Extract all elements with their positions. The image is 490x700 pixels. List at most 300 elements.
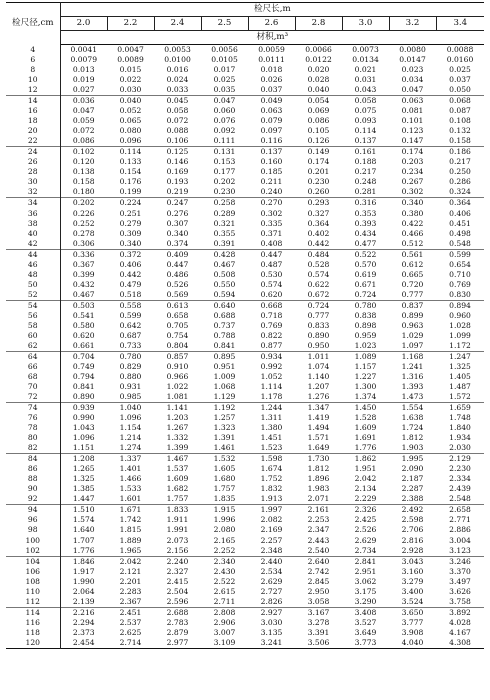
table-row [6, 147, 484, 158]
volume-cell: 1.337 [107, 454, 154, 465]
volume-cell: 0.0111 [258, 55, 285, 65]
table-row [6, 219, 484, 229]
volume-cell: 0.026 [260, 75, 283, 85]
diameter-cell: 78 [6, 423, 60, 433]
length-value: 2.5 [201, 17, 248, 31]
volume-cell: 3.123 [449, 545, 471, 555]
length-value: 3.4 [436, 17, 484, 31]
volume-cell: 2.727 [260, 586, 283, 596]
length-value: 3.0 [342, 17, 389, 31]
volume-cell: 0.371 [260, 228, 283, 238]
volume-cell: 0.841 [213, 340, 236, 350]
volume-cell: 0.059 [72, 116, 95, 126]
volume-cell: 0.307 [166, 218, 189, 228]
volume-cell: 2.615 [213, 586, 236, 596]
volume-cell: 2.340 [201, 556, 248, 567]
volume-cell: 0.668 [248, 300, 295, 311]
volume-cell: 1.965 [119, 545, 142, 555]
volume-cell: 0.393 [354, 218, 377, 228]
diameter-cell: 68 [6, 372, 60, 382]
volume-cell: 3.030 [260, 617, 283, 627]
table-row [6, 567, 484, 577]
table-row [6, 198, 484, 209]
volume-cell: 0.599 [436, 249, 484, 260]
volume-cell: 0.894 [436, 300, 484, 311]
length-value: 2.4 [154, 17, 201, 31]
volume-cell: 2.688 [154, 607, 201, 618]
volume-cell: 0.769 [449, 279, 471, 289]
volume-cell: 1.276 [307, 392, 330, 402]
diameter-cell: 36 [6, 209, 60, 219]
volume-cell: 1.659 [436, 403, 484, 414]
table-row [6, 556, 484, 567]
volume-cell: 0.0089 [117, 55, 144, 65]
volume-cell: 0.250 [449, 167, 471, 177]
volume-cell: 0.248 [354, 177, 377, 187]
volume-cell: 0.620 [72, 330, 95, 340]
volume-cell: 3.908 [401, 627, 424, 637]
volume-cell: 0.321 [213, 218, 236, 228]
volume-cell: 0.013 [72, 65, 95, 75]
table-row [6, 607, 484, 618]
volume-cell: 3.043 [389, 556, 436, 567]
volume-cell: 0.402 [307, 228, 330, 238]
volume-cell: 4.167 [449, 627, 471, 637]
volume-cell: 1.089 [342, 351, 389, 362]
volume-cell: 0.794 [72, 372, 95, 381]
volume-cell: 1.043 [72, 423, 95, 433]
volume-cell: 0.754 [166, 330, 189, 340]
volume-cell: 0.479 [119, 279, 142, 289]
diameter-cell: 108 [6, 577, 60, 587]
volume-cell: 3.497 [449, 576, 471, 586]
table-row [6, 65, 484, 75]
volume-cell: 0.895 [201, 351, 248, 362]
diameter-cell: 34 [6, 198, 60, 209]
volume-cell: 3.391 [307, 627, 330, 637]
volume-cell: 0.0056 [211, 45, 238, 54]
volume-cell: 0.126 [307, 136, 330, 146]
diameter-cell: 84 [6, 454, 60, 465]
volume-cell: 3.062 [354, 576, 377, 586]
volume-cell: 1.141 [154, 403, 201, 414]
volume-cell: 1.862 [342, 454, 389, 465]
table-row [6, 239, 484, 250]
volume-cell: 0.0088 [446, 45, 474, 54]
volume-cell: 0.234 [401, 167, 424, 177]
diameter-cell: 6 [6, 55, 60, 65]
length-value: 2.2 [107, 17, 154, 31]
volume-cell: 0.950 [307, 340, 330, 350]
volume-cell: 0.841 [72, 382, 95, 392]
table-row [6, 260, 484, 270]
log-volume-table [6, 2, 484, 649]
diameter-cell: 86 [6, 464, 60, 474]
volume-cell: 0.293 [295, 198, 342, 209]
volume-cell: 0.985 [119, 392, 142, 402]
volume-cell: 1.178 [260, 392, 283, 402]
volume-cell: 0.931 [119, 382, 142, 392]
volume-cell: 0.040 [307, 85, 330, 95]
volume-cell: 1.154 [119, 423, 142, 433]
volume-cell: 0.574 [307, 269, 330, 279]
volume-cell: 1.682 [166, 484, 189, 494]
volume-cell: 1.903 [401, 443, 424, 453]
volume-cell: 0.021 [354, 65, 377, 75]
volume-cell: 2.841 [342, 556, 389, 567]
diameter-cell: 82 [6, 443, 60, 454]
volume-cell: 1.776 [72, 545, 95, 555]
volume-cell: 0.252 [72, 218, 95, 228]
volume-cell: 3.109 [213, 637, 236, 647]
volume-cell: 1.997 [248, 505, 295, 516]
volume-cell: 1.399 [166, 443, 189, 453]
volume-cell: 2.950 [307, 586, 330, 596]
table-row [6, 116, 484, 126]
volume-cell: 0.550 [213, 279, 236, 289]
table-row [6, 311, 484, 321]
volume-cell: 0.102 [60, 147, 107, 158]
volume-cell: 1.325 [449, 361, 471, 371]
volume-cell: 0.063 [389, 96, 436, 107]
diameter-cell: 70 [6, 382, 60, 392]
volume-cell: 1.323 [213, 423, 236, 433]
table-row [6, 96, 484, 107]
diameter-cell: 110 [6, 587, 60, 597]
volume-cell: 0.079 [260, 116, 283, 126]
volume-cell: 3.408 [342, 607, 389, 618]
volume-cell: 0.114 [354, 126, 377, 136]
volume-cell: 0.447 [166, 259, 189, 269]
volume-cell: 1.640 [72, 525, 95, 535]
volume-cell: 2.808 [201, 607, 248, 618]
table-row [6, 177, 484, 187]
volume-cell: 1.208 [60, 454, 107, 465]
table-row [6, 474, 484, 484]
volume-cell: 0.654 [449, 259, 471, 269]
volume-cell: 2.734 [354, 545, 377, 555]
table-row [6, 85, 484, 96]
volume-cell: 0.580 [72, 320, 95, 330]
volume-cell: 1.840 [449, 423, 471, 433]
volume-cell: 1.812 [401, 433, 424, 443]
volume-cell: 2.257 [260, 535, 283, 545]
volume-cell: 1.114 [260, 382, 283, 392]
volume-cell: 1.748 [449, 413, 471, 423]
table-row [6, 126, 484, 136]
volume-cell: 0.306 [72, 238, 95, 248]
volume-cell: 0.990 [72, 413, 95, 423]
volume-cell: 0.466 [401, 228, 424, 238]
volume-cell: 0.960 [449, 310, 471, 320]
volume-cell: 1.385 [72, 484, 95, 494]
volume-cell: 1.052 [260, 372, 283, 381]
volume-cell: 2.540 [307, 545, 330, 555]
volume-cell: 0.031 [354, 75, 377, 85]
volume-cell: 0.226 [72, 208, 95, 218]
volume-cell: 0.837 [389, 300, 436, 311]
volume-cell: 0.108 [449, 116, 471, 126]
diameter-cell: 56 [6, 311, 60, 321]
volume-cell: 1.674 [260, 464, 283, 474]
volume-cell: 0.704 [60, 351, 107, 362]
volume-cell: 2.534 [260, 566, 283, 576]
volume-cell: 0.037 [449, 75, 471, 85]
volume-cell: 0.033 [166, 85, 189, 95]
diameter-cell: 60 [6, 331, 60, 341]
table-row [6, 392, 484, 403]
volume-cell: 0.380 [401, 208, 424, 218]
volume-cell: 0.0053 [164, 45, 191, 54]
volume-cell: 0.224 [107, 198, 154, 209]
volume-cell: 0.043 [354, 85, 377, 95]
diameter-cell: 8 [6, 65, 60, 75]
volume-cell: 0.705 [166, 320, 189, 330]
volume-cell: 0.174 [389, 147, 436, 158]
volume-cell: 0.391 [213, 238, 236, 248]
volume-cell: 2.073 [166, 535, 189, 545]
table-row [6, 290, 484, 301]
volume-cell: 0.211 [260, 177, 283, 187]
volume-cell: 0.503 [60, 300, 107, 311]
volume-cell: 0.484 [295, 249, 342, 260]
table-row [6, 577, 484, 587]
volume-cell: 0.018 [260, 65, 283, 75]
volume-cell: 0.230 [213, 187, 236, 197]
diameter-cell: 64 [6, 351, 60, 362]
table-row [6, 464, 484, 474]
volume-cell: 3.246 [436, 556, 484, 567]
volume-cell: 2.430 [213, 566, 236, 576]
volume-cell: 0.829 [119, 361, 142, 371]
volume-cell: 2.879 [166, 627, 189, 637]
volume-cell: 0.131 [201, 147, 248, 158]
volume-cell: 0.687 [119, 330, 142, 340]
diameter-cell: 32 [6, 187, 60, 198]
volume-cell: 0.049 [248, 96, 295, 107]
volume-cell: 1.466 [119, 474, 142, 484]
volume-cell: 2.287 [401, 484, 424, 494]
volume-cell: 0.063 [260, 106, 283, 116]
volume-cell: 2.327 [166, 566, 189, 576]
volume-cell: 0.203 [401, 157, 424, 167]
volume-cell: 0.432 [72, 279, 95, 289]
volume-cell: 0.230 [307, 177, 330, 187]
diameter-cell: 38 [6, 219, 60, 229]
volume-cell: 0.880 [119, 372, 142, 381]
volume-cell: 1.691 [354, 433, 377, 443]
volume-cell: 2.771 [449, 515, 471, 525]
volume-cell: 0.335 [260, 218, 283, 228]
volume-cell: 0.202 [60, 198, 107, 209]
volume-cell: 3.160 [401, 566, 424, 576]
volume-cell: 3.649 [354, 627, 377, 637]
volume-cell: 0.688 [213, 310, 236, 320]
volume-cell: 1.537 [166, 464, 189, 474]
volume-cell: 0.327 [307, 208, 330, 218]
table-row [6, 597, 484, 608]
volume-cell: 0.508 [213, 269, 236, 279]
volume-cell: 2.165 [213, 535, 236, 545]
table-row [6, 638, 484, 649]
volume-cell: 0.047 [201, 96, 248, 107]
diameter-cell: 80 [6, 433, 60, 443]
volume-cell: 0.161 [342, 147, 389, 158]
volume-cell: 0.718 [260, 310, 283, 320]
volume-cell: 0.045 [154, 96, 201, 107]
volume-cell: 1.467 [154, 454, 201, 465]
volume-cell: 1.991 [166, 525, 189, 535]
volume-cell: 2.294 [72, 617, 95, 627]
volume-cell: 0.247 [154, 198, 201, 209]
volume-cell: 1.316 [401, 372, 424, 381]
volume-cell: 0.599 [119, 310, 142, 320]
volume-cell: 4.028 [449, 617, 471, 627]
volume-cell: 1.917 [72, 566, 95, 576]
volume-cell: 1.494 [307, 423, 330, 433]
table-row [6, 209, 484, 219]
diameter-cell: 88 [6, 474, 60, 484]
length-value: 2.8 [295, 17, 342, 31]
volume-cell: 0.101 [401, 116, 424, 126]
table-row [6, 413, 484, 423]
volume-cell: 0.015 [119, 65, 142, 75]
volume-cell: 2.928 [401, 545, 424, 555]
volume-cell: 0.158 [72, 177, 95, 187]
diameter-cell: 116 [6, 618, 60, 628]
volume-table-page [6, 2, 484, 649]
volume-cell: 0.642 [119, 320, 142, 330]
diameter-cell: 76 [6, 413, 60, 423]
volume-cell: 2.886 [449, 525, 471, 535]
volume-cell: 1.757 [213, 484, 236, 494]
table-body [6, 45, 484, 649]
volume-cell: 0.939 [60, 403, 107, 414]
volume-cell: 0.047 [72, 106, 95, 116]
volume-cell: 1.983 [307, 484, 330, 494]
length-value: 2.0 [60, 17, 107, 31]
volume-cell: 1.022 [166, 382, 189, 392]
volume-cell: 3.370 [449, 566, 471, 576]
volume-cell: 0.830 [449, 289, 471, 299]
table-row [6, 300, 484, 311]
volume-header: 材积,m³ [60, 31, 484, 45]
volume-cell: 1.951 [354, 464, 377, 474]
volume-cell: 0.188 [354, 157, 377, 167]
volume-cell: 0.176 [119, 177, 142, 187]
volume-cell: 1.332 [166, 433, 189, 443]
volume-cell: 1.451 [260, 433, 283, 443]
volume-cell: 0.0079 [70, 55, 98, 65]
length-value: 2.6 [248, 17, 295, 31]
diameter-header: 检尺径,cm [6, 3, 60, 45]
volume-cell: 2.977 [166, 637, 189, 647]
volume-cell: 0.522 [342, 249, 389, 260]
volume-cell: 0.096 [119, 136, 142, 146]
diameter-cell: 48 [6, 270, 60, 280]
volume-cell: 3.650 [389, 607, 436, 618]
volume-cell: 3.626 [449, 586, 471, 596]
volume-cell: 0.890 [72, 392, 95, 402]
volume-cell: 0.451 [449, 218, 471, 228]
volume-cell: 0.833 [307, 320, 330, 330]
volume-cell: 0.149 [295, 147, 342, 158]
volume-cell: 1.374 [354, 392, 377, 402]
volume-cell: 1.896 [307, 474, 330, 484]
volume-cell: 0.027 [72, 85, 95, 95]
length-value: 3.2 [389, 17, 436, 31]
volume-cell: 2.129 [436, 454, 484, 465]
volume-cell: 0.120 [72, 157, 95, 167]
diameter-cell: 120 [6, 638, 60, 649]
volume-cell: 1.707 [72, 535, 95, 545]
volume-cell: 0.260 [307, 187, 330, 197]
table-row [6, 443, 484, 454]
volume-cell: 0.724 [354, 289, 377, 299]
volume-cell: 0.302 [401, 187, 424, 197]
volume-cell: 0.569 [166, 289, 189, 299]
volume-cell: 0.963 [401, 320, 424, 330]
table-row [6, 454, 484, 465]
volume-cell: 2.216 [60, 607, 107, 618]
volume-cell: 0.086 [307, 116, 330, 126]
volume-cell: 1.028 [449, 320, 471, 330]
volume-cell: 3.278 [307, 617, 330, 627]
volume-cell: 0.671 [354, 279, 377, 289]
volume-cell: 1.129 [213, 392, 236, 402]
volume-cell: 2.906 [213, 617, 236, 627]
volume-cell: 1.274 [119, 443, 142, 453]
volume-cell: 1.029 [401, 330, 424, 340]
diameter-cell: 30 [6, 177, 60, 187]
volume-cell: 0.672 [307, 289, 330, 299]
volume-cell: 0.838 [354, 310, 377, 320]
volume-cell: 0.125 [154, 147, 201, 158]
volume-cell: 2.348 [260, 545, 283, 555]
volume-cell: 0.518 [119, 289, 142, 299]
volume-cell: 0.353 [354, 208, 377, 218]
volume-cell: 3.527 [354, 617, 377, 627]
table-row [6, 341, 484, 352]
volume-cell: 2.030 [449, 443, 471, 453]
volume-cell: 1.099 [449, 330, 471, 340]
volume-cell: 0.054 [295, 96, 342, 107]
volume-cell: 0.408 [260, 238, 283, 248]
volume-cell: 0.737 [213, 320, 236, 330]
volume-cell: 0.574 [260, 279, 283, 289]
volume-cell: 0.180 [72, 187, 95, 197]
volume-cell: 1.601 [119, 494, 142, 504]
table-row [6, 628, 484, 638]
volume-cell: 1.172 [449, 340, 471, 350]
volume-cell: 0.069 [307, 106, 330, 116]
volume-cell: 3.167 [295, 607, 342, 618]
volume-cell: 1.832 [260, 484, 283, 494]
volume-cell: 0.934 [248, 351, 295, 362]
volume-cell: 1.011 [295, 351, 342, 362]
volume-cell: 2.139 [72, 596, 95, 606]
volume-cell: 2.080 [213, 525, 236, 535]
volume-cell: 2.415 [166, 576, 189, 586]
volume-cell: 2.845 [307, 576, 330, 586]
volume-cell: 1.990 [72, 576, 95, 586]
volume-cell: 2.522 [213, 576, 236, 586]
volume-cell: 0.447 [248, 249, 295, 260]
volume-cell: 2.326 [342, 505, 389, 516]
volume-cell: 0.788 [213, 330, 236, 340]
volume-cell: 1.523 [260, 443, 283, 453]
volume-cell: 1.598 [248, 454, 295, 465]
